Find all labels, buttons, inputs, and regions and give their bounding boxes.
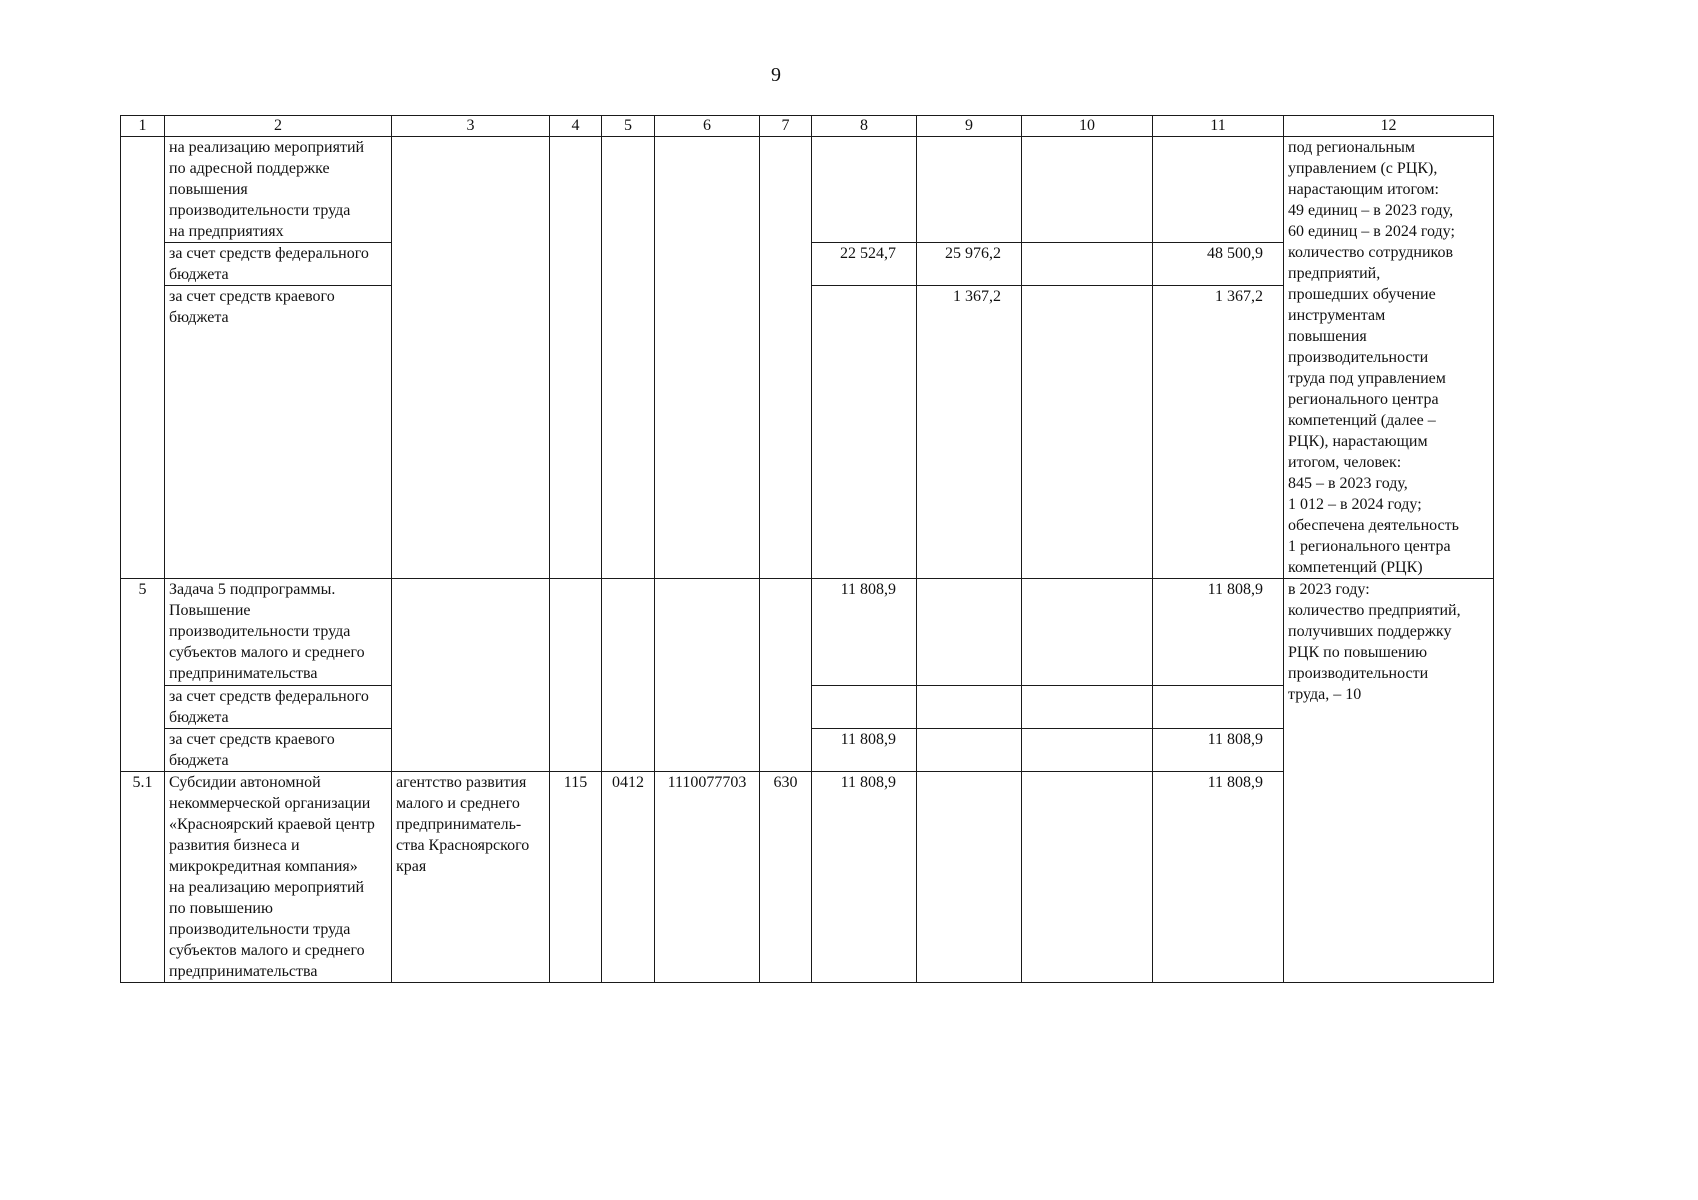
responsible-cell: агентство развития малого и среднего предприниматель- ства Красноярского края [392, 772, 550, 983]
result-description: в 2023 году: количество предприятий, получивших поддержку РЦК по повышению производительности труда, – 10 [1284, 579, 1494, 983]
row-description: за счет средств федерального бюджета [165, 686, 392, 729]
budget-table [120, 115, 1494, 983]
value-cell: 11 808,9 [812, 579, 917, 686]
col-header: 7 [760, 116, 812, 137]
col-header: 6 [655, 116, 760, 137]
row-number-cell [121, 137, 165, 579]
value-cell: 11 808,9 [1153, 579, 1284, 686]
responsible-cell [392, 137, 550, 579]
col-header: 2 [165, 116, 392, 137]
row-description: за счет средств краевого бюджета [165, 729, 392, 772]
row-number-cell: 5.1 [121, 772, 165, 983]
col-header: 8 [812, 116, 917, 137]
value-cell: 25 976,2 [917, 243, 1022, 286]
value-cell: 11 808,9 [812, 729, 917, 772]
row-description: Субсидии автономной некоммерческой организации «Красноярский краевой центр развития бизнеса и микрокредитная компания» на реализацию мероприятий по повышению производительности труда субъектов малого и среднего предпринимательства [165, 772, 392, 983]
code-cell: 1110077703 [655, 772, 760, 983]
row-number-cell: 5 [121, 579, 165, 772]
page-number: 9 [771, 64, 781, 86]
code-cell: 630 [760, 772, 812, 983]
row-description: Задача 5 подпрограммы. Повышение производительности труда субъектов малого и среднего предпринимательства [165, 579, 392, 686]
value-cell: 22 524,7 [812, 243, 917, 286]
value-cell: 11 808,9 [1153, 729, 1284, 772]
row-description: за счет средств федерального бюджета [165, 243, 392, 286]
code-cell: 115 [550, 772, 602, 983]
value-cell: 11 808,9 [1153, 772, 1284, 983]
col-header: 5 [602, 116, 655, 137]
table-row [121, 137, 1494, 243]
value-cell: 1 367,2 [917, 286, 1022, 579]
col-header: 1 [121, 116, 165, 137]
col-header: 12 [1284, 116, 1494, 137]
result-description: под региональным управлением (с РЦК), нарастающим итогом: 49 единиц – в 2023 году, 60 единиц – в 2024 году; количество сотрудников предприятий, прошедших обучение инструментам повышения производительности труда под управлением регионального центра компетенций (далее – РЦК), нарастающим итогом, человек: 845 – в 2023 году, 1 012 – в 2024 году; обеспечена деятельность 1 регионального центра компетенций (РЦК) [1284, 137, 1494, 579]
row-description: на реализацию мероприятий по адресной поддержке повышения производительности труда на предприятиях [165, 137, 392, 243]
value-cell: 1 367,2 [1153, 286, 1284, 579]
row-description: за счет средств краевого бюджета [165, 286, 392, 579]
column-header-row [121, 116, 1494, 137]
table-row [121, 579, 1494, 686]
col-header: 10 [1022, 116, 1153, 137]
col-header: 4 [550, 116, 602, 137]
value-cell: 48 500,9 [1153, 243, 1284, 286]
col-header: 3 [392, 116, 550, 137]
value-cell: 11 808,9 [812, 772, 917, 983]
col-header: 9 [917, 116, 1022, 137]
code-cell: 0412 [602, 772, 655, 983]
col-header: 11 [1153, 116, 1284, 137]
